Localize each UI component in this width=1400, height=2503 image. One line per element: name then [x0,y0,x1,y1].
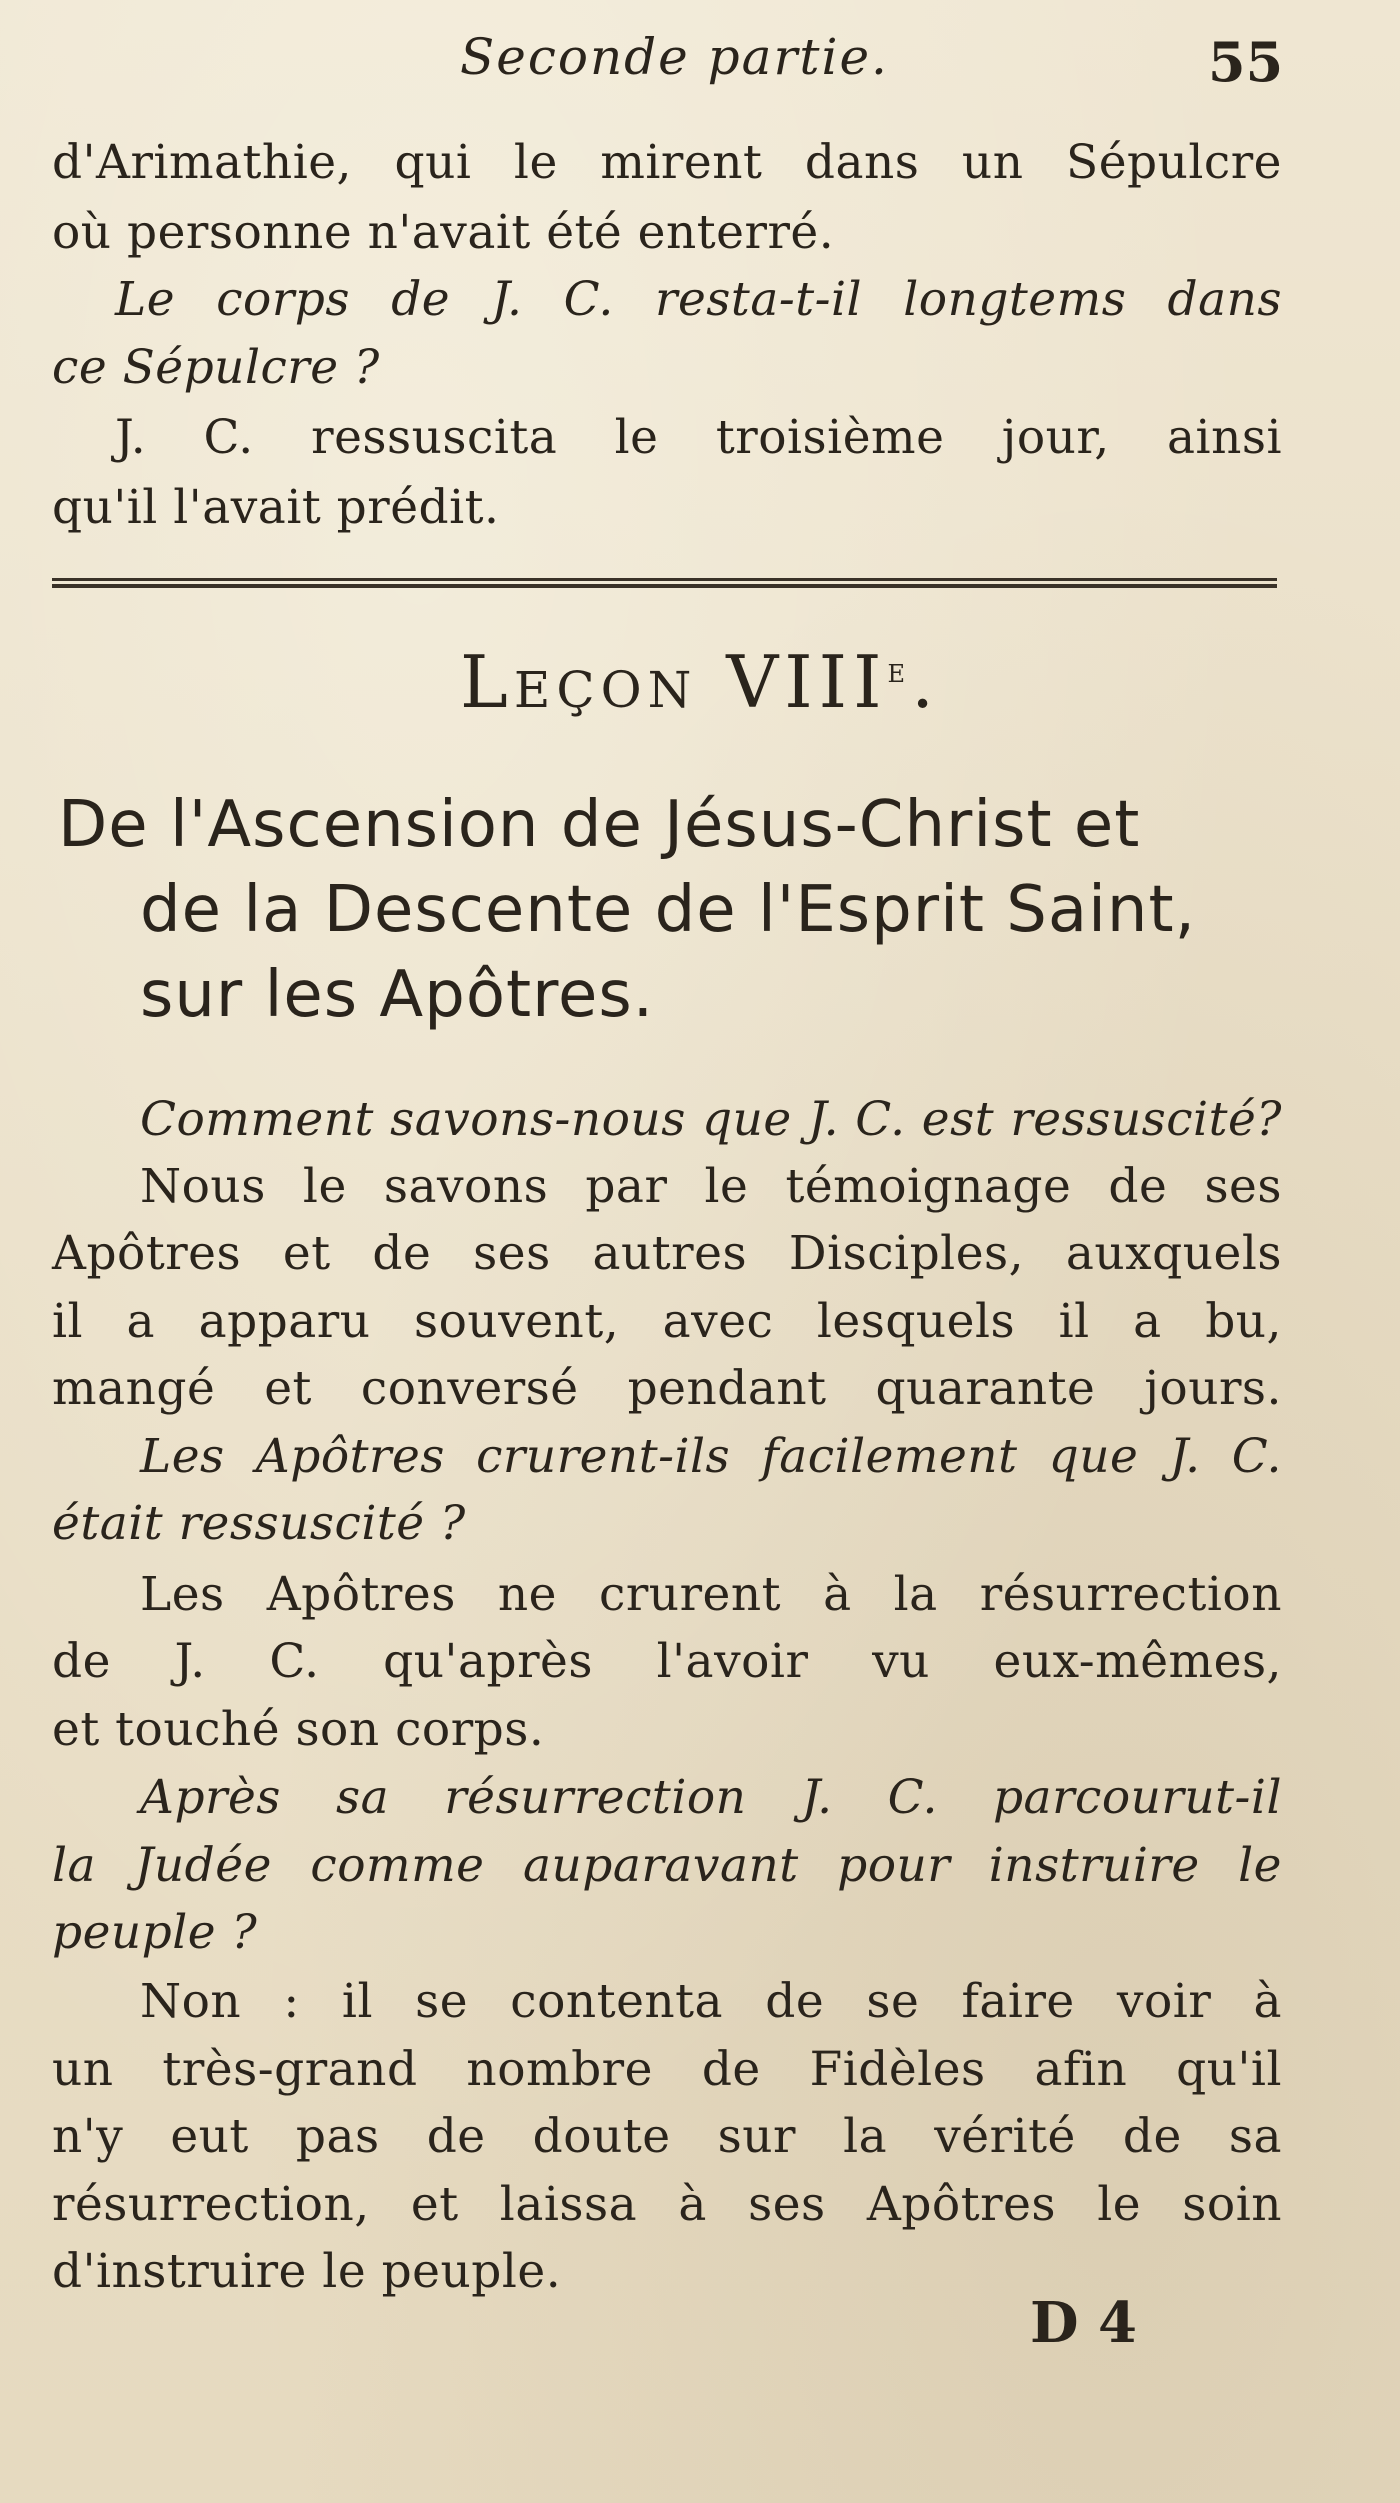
text-line: un très-grand nombre de Fidèles afin qu'il [52,2042,1282,2097]
running-title: Seconde partie. [460,28,889,86]
question-line: Les Apôtres crurent-ils facilement que J. C. [140,1429,1282,1484]
lesson-heading-line: de la Descente de l'Esprit Saint, [140,873,1196,947]
text-line: J. C. ressuscita le troisième jour, ainsi [115,410,1282,465]
text-line: et touché son corps. [52,1702,545,1757]
text-line: Les Apôtres ne crurent à la résurrection [140,1567,1282,1622]
page-number: 55 [1208,30,1284,94]
lesson-title-text: Leçon VIII [460,640,888,724]
text-line: d'instruire le peuple. [52,2244,562,2299]
text-line: Apôtres et de ses autres Disciples, auxquels [52,1226,1282,1281]
text-line: il a apparu souvent, avec lesquels il a bu, [52,1294,1282,1349]
lesson-title-period: . [911,640,940,724]
text-line: mangé et conversé pendant quarante jours. [52,1361,1282,1416]
question-line: Le corps de J. C. resta-t-il longtems dans [115,272,1282,327]
lesson-heading-line: sur les Apôtres. [140,958,655,1032]
question-line: ce Sépulcre ? [52,340,380,395]
signature-mark: D 4 [1030,2290,1138,2356]
lesson-heading-line: De l'Ascension de Jésus-Christ et [58,788,1141,862]
text-line: d'Arimathie, qui le mirent dans un Sépulcre [52,135,1282,190]
lesson-title-suffix: e [887,651,912,691]
question-line: Après sa résurrection J. C. parcourut-il [140,1770,1282,1825]
question-line: peuple ? [52,1905,258,1960]
lesson-title [0,640,1400,724]
section-divider-rule [52,578,1277,588]
text-line: Nous le savons par le témoignage de ses [140,1159,1282,1214]
question-line: était ressuscité ? [52,1496,466,1551]
question-line: la Judée comme auparavant pour instruire le [52,1838,1282,1893]
text-line: n'y eut pas de doute sur la vérité de sa [52,2109,1282,2164]
text-line: qu'il l'avait prédit. [52,480,500,535]
question-line: Comment savons-nous que J. C. est ressuscité? [140,1092,1282,1147]
text-line: où personne n'avait été enterré. [52,205,835,260]
text-line: de J. C. qu'après l'avoir vu eux-mêmes, [52,1634,1282,1689]
text-line: Non : il se contenta de se faire voir à [140,1974,1282,2029]
text-line: résurrection, et laissa à ses Apôtres le soin [52,2177,1282,2232]
